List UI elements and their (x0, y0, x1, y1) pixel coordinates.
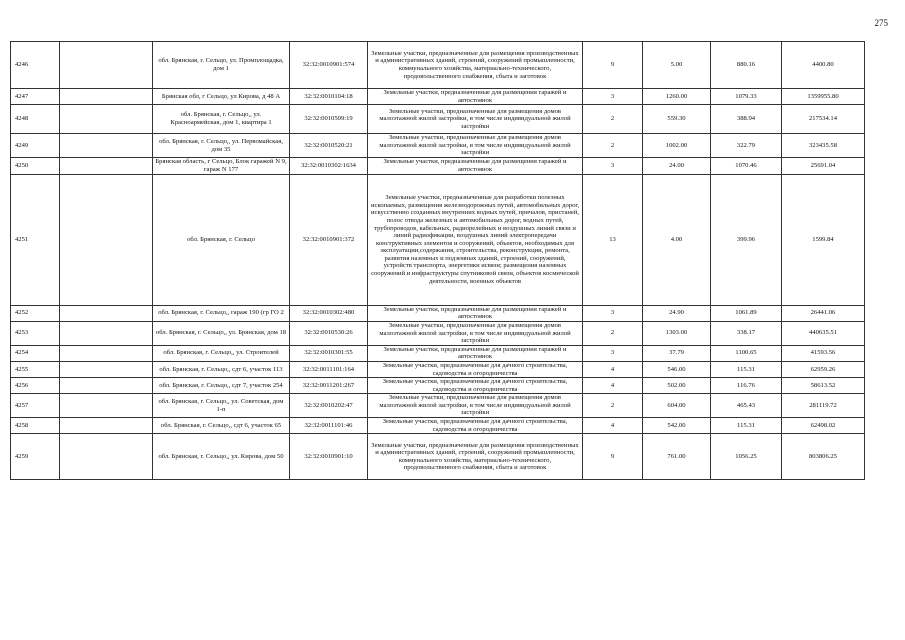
empty-cell (60, 378, 153, 394)
cadastral-number-cell: 32:32:0011201:267 (290, 378, 368, 394)
area-cell: 24.00 (643, 157, 711, 174)
cadastral-value-cell: 323435.58 (782, 134, 865, 158)
empty-cell (60, 305, 153, 321)
area-cell: 546.00 (643, 362, 711, 378)
address-cell: обл. Брянская, г. Сельцо,, ул. Брянская, дом 18 (153, 321, 290, 345)
empty-cell (60, 434, 153, 480)
land-use-purpose-cell: Земельные участки, предназначенные для размещения домов малоэтажной жилой застройки, в том числе индивидуальной жилой застройки (368, 105, 583, 134)
area-cell: 5.00 (643, 42, 711, 89)
land-use-purpose-cell: Земельные участки, предназначенные для дачного строительства, садоводства и огородничества (368, 362, 583, 378)
area-cell: 1002.00 (643, 134, 711, 158)
row-number: 4252 (11, 305, 60, 321)
cadastral-number-cell: 32:32:0010520:21 (290, 134, 368, 158)
area-cell: 1303.00 (643, 321, 711, 345)
address-cell: обл. Брянская, г. Сельцо, ул. Промплощадка, дом 1 (153, 42, 290, 89)
cadastral-value-cell: 440635.51 (782, 321, 865, 345)
group-code-cell: 3 (583, 89, 643, 105)
cadastral-value-cell: 58613.52 (782, 378, 865, 394)
empty-cell (60, 134, 153, 158)
cadastral-number-cell: 32:32:0010104:18 (290, 89, 368, 105)
row-number: 4246 (11, 42, 60, 89)
specific-value-cell: 322.79 (711, 134, 782, 158)
cadastral-number-cell: 32:32:0010302:480 (290, 305, 368, 321)
area-cell: 37.79 (643, 345, 711, 361)
specific-value-cell: 1056.25 (711, 434, 782, 480)
specific-value-cell: 880.16 (711, 42, 782, 89)
group-code-cell: 2 (583, 321, 643, 345)
empty-cell (60, 89, 153, 105)
row-number: 4249 (11, 134, 60, 158)
row-number: 4257 (11, 394, 60, 418)
empty-cell (60, 174, 153, 305)
specific-value-cell: 1100.65 (711, 345, 782, 361)
row-number: 4248 (11, 105, 60, 134)
land-use-purpose-cell: Земельные участки, предназначенные для размещения гаражей и автостоянок (368, 157, 583, 174)
cadastral-value-cell: 217534.14 (782, 105, 865, 134)
cadastral-value-cell: 26441.06 (782, 305, 865, 321)
area-cell: 542.00 (643, 418, 711, 434)
group-code-cell: 9 (583, 42, 643, 89)
row-number: 4247 (11, 89, 60, 105)
table-row (11, 362, 865, 378)
area-cell: 502.00 (643, 378, 711, 394)
row-number: 4255 (11, 362, 60, 378)
page-number: 275 (874, 18, 888, 28)
group-code-cell: 3 (583, 345, 643, 361)
address-cell: обл. Брянская, г. Сельцо,, сдт 6, участок 113 (153, 362, 290, 378)
specific-value-cell: 1061.89 (711, 305, 782, 321)
empty-cell (60, 321, 153, 345)
row-number: 4251 (11, 174, 60, 305)
table-row (11, 418, 865, 434)
group-code-cell: 2 (583, 394, 643, 418)
cadastral-value-cell: 803806.25 (782, 434, 865, 480)
cadastral-number-cell: 32:32:0010202:47 (290, 394, 368, 418)
specific-value-cell: 115.31 (711, 418, 782, 434)
group-code-cell: 2 (583, 134, 643, 158)
table-row (11, 378, 865, 394)
empty-cell (60, 157, 153, 174)
address-cell: обл. Брянская, г. Сельцо,, сдт 6, участок 65 (153, 418, 290, 434)
table-row (11, 321, 865, 345)
empty-cell (60, 362, 153, 378)
table-row (11, 434, 865, 480)
empty-cell (60, 394, 153, 418)
specific-value-cell: 116.76 (711, 378, 782, 394)
land-use-purpose-cell: Земельные участки, предназначенные для размещения домов малоэтажной жилой застройки, в том числе индивидуальной жилой застройки (368, 321, 583, 345)
area-cell: 559.30 (643, 105, 711, 134)
empty-cell (60, 42, 153, 89)
area-cell: 761.00 (643, 434, 711, 480)
specific-value-cell: 1070.46 (711, 157, 782, 174)
group-code-cell: 4 (583, 362, 643, 378)
address-cell: обл. Брянская, г. Сельцо,, ул. Советская, дом 1-п (153, 394, 290, 418)
group-code-cell: 3 (583, 305, 643, 321)
address-cell: обл. Брянская, г. Сельцо,, ул. Красноармейская, дом 1, квартира 1 (153, 105, 290, 134)
cadastral-number-cell: 32:32:0010302:1634 (290, 157, 368, 174)
group-code-cell: 4 (583, 378, 643, 394)
address-cell: Брянская область, г Сельцо, Блок гаражей N 9, гараж N 177 (153, 157, 290, 174)
table-row (11, 345, 865, 361)
land-use-purpose-cell: Земельные участки, предназначенные для дачного строительства, садоводства и огородничества (368, 418, 583, 434)
table-row (11, 89, 865, 105)
area-cell: 604.00 (643, 394, 711, 418)
land-use-purpose-cell: Земельные участки, предназначенные для разработки полезных ископаемых, размещения железнодорожных путей, автомобильных дорог, искусственно созданных внутренних водных путей, причалов, пристаней, полос отвода железных и автомобильных дорог, водных путей, трубопроводов, кабельных, радиорелейных и воздушных линий связи и линий радиофикации, воздушных линий электропередачи конструктивных элементов и сооружений, объектов, необходимых для эксплуатации,содержания, строительства, реконструкции, ремонта, развития наземных и подземных зданий, строений, сооружений, устройств транспорта, энергетики исвязи; размещения наземных сооружений и инфраструктуры спутниковой связи, объектов космической деятельности, военных объектов (368, 174, 583, 305)
row-number: 4259 (11, 434, 60, 480)
specific-value-cell: 338.17 (711, 321, 782, 345)
cadastral-value-cell: 281119.72 (782, 394, 865, 418)
cadastral-number-cell: 32:32:0011101:46 (290, 418, 368, 434)
land-use-purpose-cell: Земельные участки, предназначенные для дачного строительства, садоводства и огородничества (368, 378, 583, 394)
address-cell: обл. Брянская, г. Сельцо,, ул. Кирова, дом 50 (153, 434, 290, 480)
group-code-cell: 13 (583, 174, 643, 305)
group-code-cell: 2 (583, 105, 643, 134)
cadastral-value-cell: 1599.84 (782, 174, 865, 305)
land-use-purpose-cell: Земельные участки, предназначенные для размещения гаражей и автостоянок (368, 89, 583, 105)
address-cell: обл. Брянская, г. Сельцо (153, 174, 290, 305)
cadastral-number-cell: 32:32:0010901:10 (290, 434, 368, 480)
area-cell: 4.00 (643, 174, 711, 305)
group-code-cell: 4 (583, 418, 643, 434)
row-number: 4250 (11, 157, 60, 174)
empty-cell (60, 345, 153, 361)
group-code-cell: 3 (583, 157, 643, 174)
land-use-purpose-cell: Земельные участки, предназначенные для размещения производственных и административных зданий, строений, сооружений промышленности, коммунального хозяйства, материально-технического, продовольственного снабжения, сбыта и заготовок (368, 434, 583, 480)
area-cell: 1260.00 (643, 89, 711, 105)
address-cell: обл. Брянская, г. Сельцо,, сдт 7, участок 254 (153, 378, 290, 394)
table-row (11, 174, 865, 305)
table-row (11, 42, 865, 89)
land-use-purpose-cell: Земельные участки, предназначенные для размещения производственных и административных зданий, строений, сооружений промышленности, коммунального хозяйства, материально-технического, продовольственного снабжения, сбыта и заготовок (368, 42, 583, 89)
address-cell: обл. Брянская, г. Сельцо,, гараж 190 (гр ГО 2 (153, 305, 290, 321)
row-number: 4253 (11, 321, 60, 345)
land-use-purpose-cell: Земельные участки, предназначенные для размещения гаражей и автостоянок (368, 305, 583, 321)
cadastral-number-cell: 32:32:0011101:164 (290, 362, 368, 378)
address-cell: обл. Брянская, г. Сельцо,, ул. Строителей (153, 345, 290, 361)
land-use-purpose-cell: Земельные участки, предназначенные для размещения домов малоэтажной жилой застройки, в том числе индивидуальной жилой застройки (368, 394, 583, 418)
cadastral-value-cell: 62959.26 (782, 362, 865, 378)
address-cell: Брянская обл, г Сельцо, ул Кирова, д 48 А (153, 89, 290, 105)
row-number: 4258 (11, 418, 60, 434)
specific-value-cell: 1079.33 (711, 89, 782, 105)
specific-value-cell: 388.94 (711, 105, 782, 134)
cadastral-value-cell: 62498.02 (782, 418, 865, 434)
specific-value-cell: 115.31 (711, 362, 782, 378)
address-cell: обл. Брянская, г. Сельцо,, ул. Первомайская, дом 35 (153, 134, 290, 158)
row-number: 4256 (11, 378, 60, 394)
specific-value-cell: 465.43 (711, 394, 782, 418)
cadastral-number-cell: 32:32:0010901:574 (290, 42, 368, 89)
table-row (11, 134, 865, 158)
cadastral-value-cell: 41593.56 (782, 345, 865, 361)
table-row (11, 394, 865, 418)
land-use-purpose-cell: Земельные участки, предназначенные для размещения гаражей и автостоянок (368, 345, 583, 361)
area-cell: 24.90 (643, 305, 711, 321)
cadastral-value-cell: 4400.80 (782, 42, 865, 89)
table-row (11, 157, 865, 174)
cadastral-number-cell: 32:32:0010530:26 (290, 321, 368, 345)
specific-value-cell: 399.96 (711, 174, 782, 305)
land-use-purpose-cell: Земельные участки, предназначенные для размещения домов малоэтажной жилой застройки, в том числе индивидуальной жилой застройки (368, 134, 583, 158)
cadastral-number-cell: 32:32:0010901:372 (290, 174, 368, 305)
table-row (11, 105, 865, 134)
row-number: 4254 (11, 345, 60, 361)
cadastral-number-cell: 32:32:0010301:55 (290, 345, 368, 361)
empty-cell (60, 418, 153, 434)
empty-cell (60, 105, 153, 134)
cadastral-value-cell: 1359955.80 (782, 89, 865, 105)
cadastral-number-cell: 32:32:0010509:19 (290, 105, 368, 134)
cadastral-value-cell: 25691.04 (782, 157, 865, 174)
cadastral-value-table (10, 41, 865, 480)
group-code-cell: 9 (583, 434, 643, 480)
table-row (11, 305, 865, 321)
